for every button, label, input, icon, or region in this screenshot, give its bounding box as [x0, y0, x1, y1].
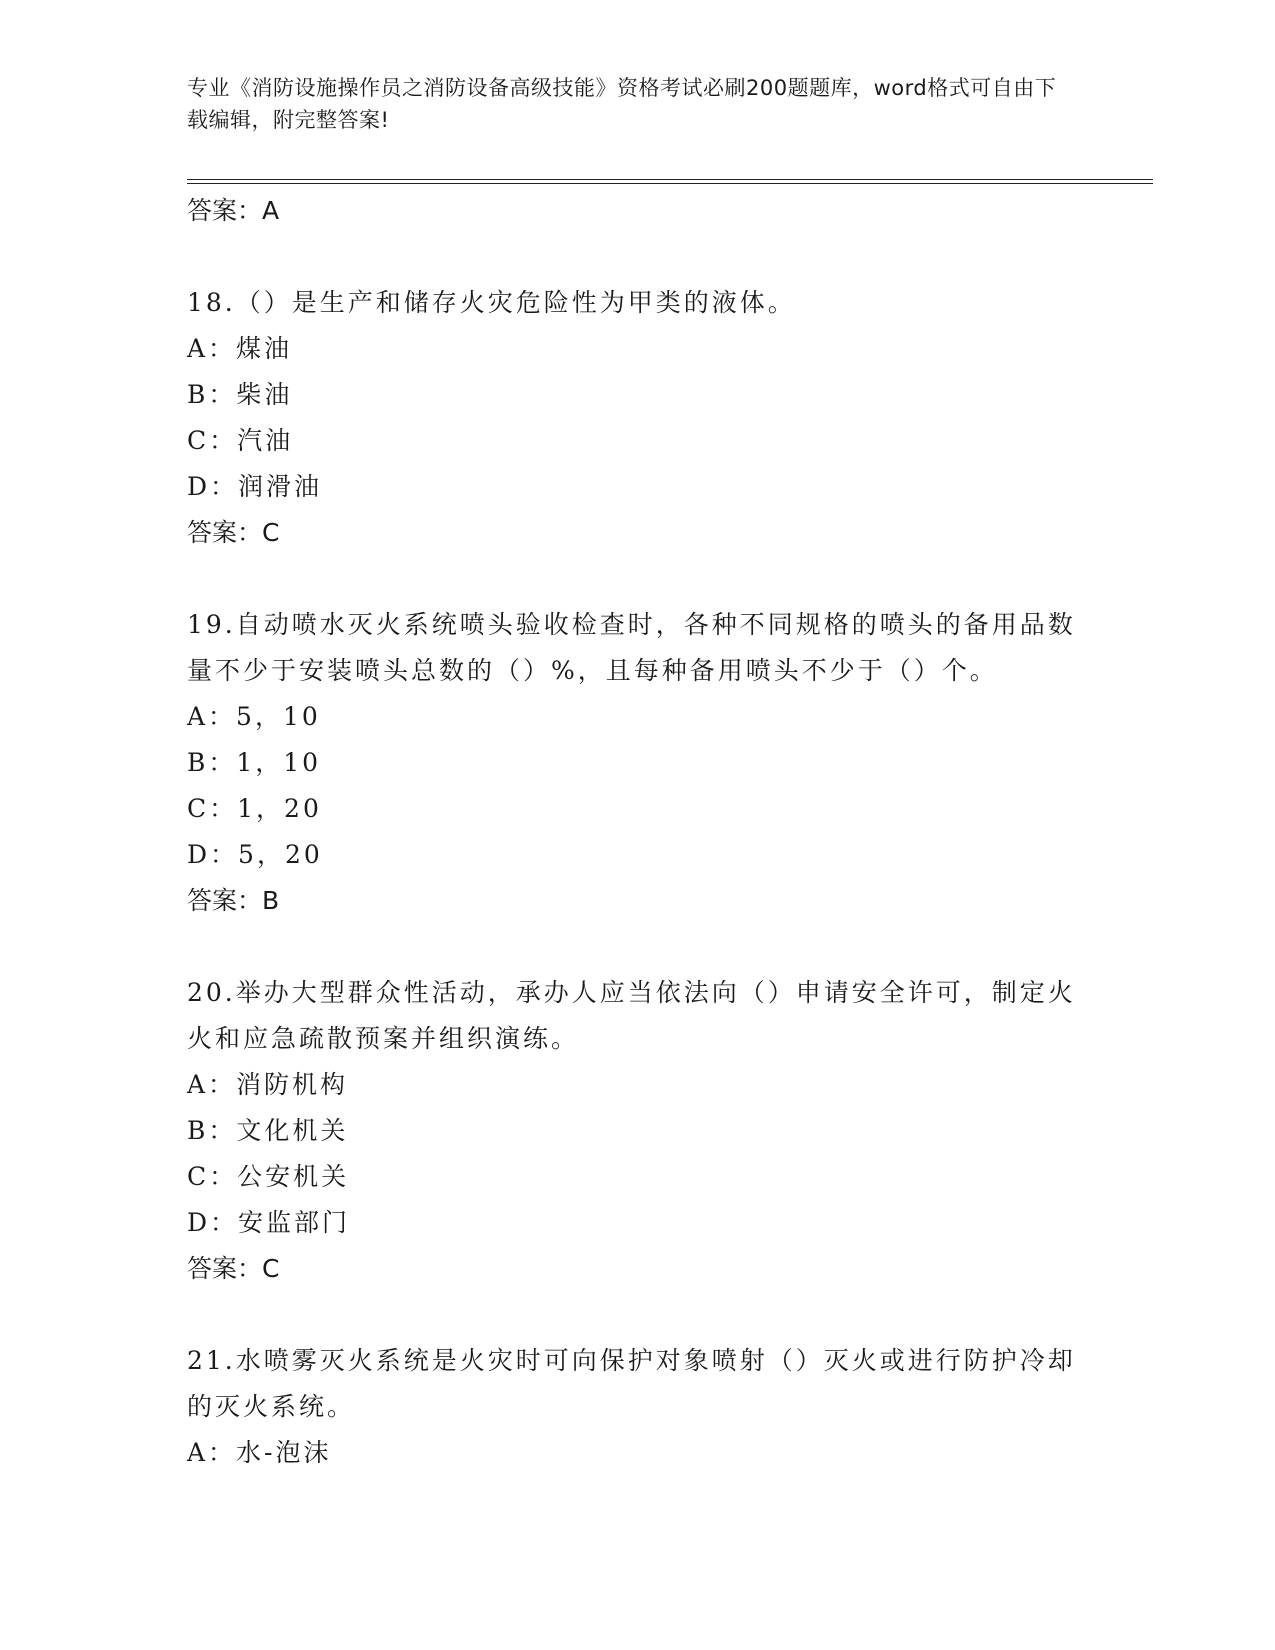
- option-a: A：5，10: [187, 702, 321, 731]
- question-block-20: [187, 970, 1087, 1292]
- header-rule-top: [187, 179, 1153, 180]
- option-c: C：1，20: [187, 794, 322, 823]
- option-a: A：水-泡沫: [187, 1438, 332, 1467]
- option-a: A：消防机构: [187, 1070, 349, 1099]
- question-stem: 18.（）是生产和储存火灾危险性为甲类的液体。: [187, 288, 796, 317]
- header-rule-bottom: [187, 183, 1153, 184]
- question-list: [187, 188, 1087, 1476]
- answer-line: 答案：A: [187, 196, 280, 225]
- option-b: B：1，10: [187, 748, 322, 777]
- option-a: A：煤油: [187, 334, 293, 363]
- answer-line: 答案：B: [187, 886, 280, 915]
- answer-line: 答案：C: [187, 518, 280, 547]
- question-block-18: [187, 280, 1087, 556]
- question-stem: 20.举办大型群众性活动，承办人应当依法向（）申请安全许可，制定火火和应急疏散预案并组织演练。: [187, 978, 1076, 1053]
- question-block-21: [187, 1338, 1087, 1476]
- option-c: C：汽油: [187, 426, 294, 455]
- option-d: D：5，20: [187, 840, 323, 869]
- option-b: B：柴油: [187, 380, 293, 409]
- option-d: D：安监部门: [187, 1208, 351, 1237]
- option-b: B：文化机关: [187, 1116, 349, 1145]
- option-d: D：润滑油: [187, 472, 323, 501]
- question-stem: 21.水喷雾灭火系统是火灾时可向保护对象喷射（）灭火或进行防护冷却的灭火系统。: [187, 1346, 1076, 1421]
- document-header: 专业《消防设施操作员之消防设备高级技能》资格考试必刷200题题库，word格式可自由下载编辑，附完整答案!: [187, 76, 1057, 132]
- question-block-19: [187, 602, 1087, 924]
- option-c: C：公安机关: [187, 1162, 350, 1191]
- question-stem: 19.自动喷水灭火系统喷头验收检查时，各种不同规格的喷头的备用品数量不少于安装喷头总数的（）%，且每种备用喷头不少于（）个。: [187, 610, 1076, 685]
- answer-line: 答案：C: [187, 1254, 280, 1283]
